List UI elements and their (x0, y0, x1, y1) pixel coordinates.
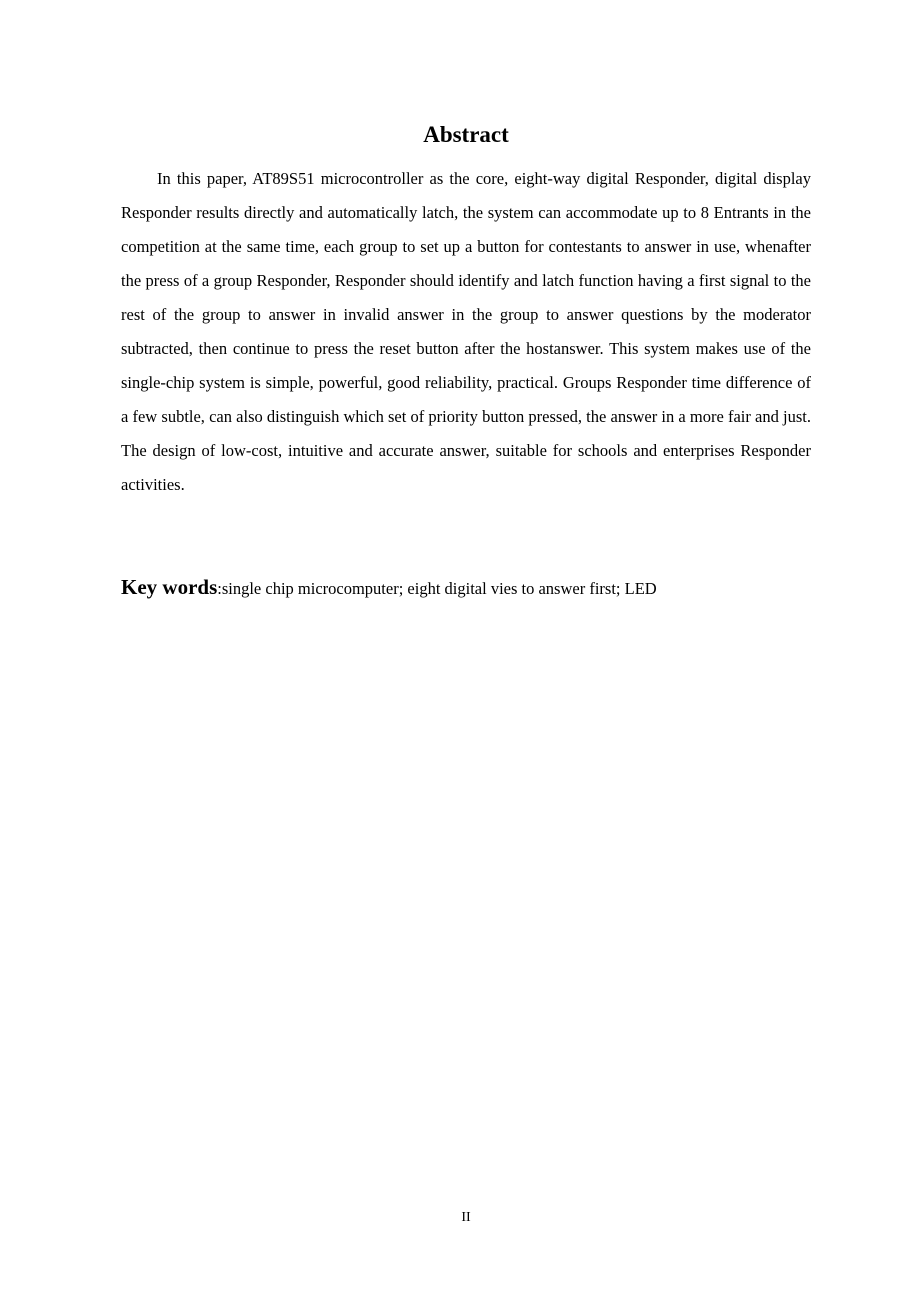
keywords-line (121, 570, 811, 607)
abstract-title: Abstract (423, 122, 509, 147)
page-number: II (461, 1210, 471, 1225)
keywords-text: :single chip microcomputer; eight digital vies to answer first; LED (217, 579, 657, 598)
abstract-body: In this paper, AT89S51 microcontroller as the core, eight-way digital Responder, digital display Responder results directly and automatically latch, the system can accommodate up to 8 Entrants in the competition at the same time, each group to set up a button for contestants to answer in use, whenafter the press of a group Responder, Responder should identify and latch function having a first signal to the rest of the group to answer in invalid answer in the group to answer questions by the moderator subtracted, then continue to press the reset button after the hostanswer. This system makes use of the single-chip system is simple, powerful, good reliability, practical. Groups Responder time difference of a few subtle, can also distinguish which set of priority button pressed, the answer in a more fair and just. The design of low-cost, intuitive and accurate answer, suitable for schools and enterprises Responder activities. (121, 169, 811, 494)
keywords-label: Key words (121, 575, 218, 599)
